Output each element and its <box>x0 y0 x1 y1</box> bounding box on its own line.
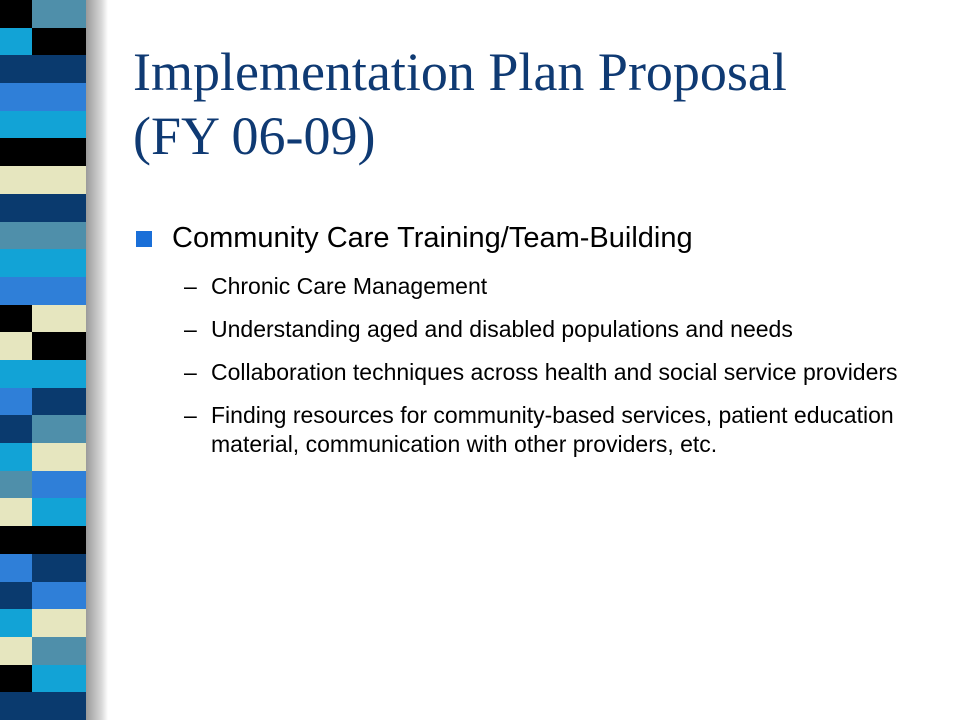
stripe-segment <box>32 332 86 360</box>
stripe-segment <box>0 471 32 499</box>
stripe-segment <box>32 554 86 582</box>
dash-bullet-icon: – <box>184 359 197 385</box>
stripe-segment <box>0 111 32 139</box>
dash-bullet-icon: – <box>184 402 197 428</box>
stripe-segment <box>0 55 32 83</box>
stripe-segment <box>32 166 86 194</box>
stripe-segment <box>0 443 32 471</box>
stripe-segment <box>0 498 32 526</box>
sub-bullet-text: Chronic Care Management <box>211 273 488 299</box>
slide-title <box>133 40 933 168</box>
sub-bullet-text: Finding resources for community-based services, patient education material, communication with other providers, etc. <box>211 402 894 457</box>
stripe-segment <box>0 28 32 56</box>
main-bullet-text: Community Care Training/Team-Building <box>172 222 693 254</box>
stripe-segment <box>0 222 32 250</box>
title-line-1: Implementation Plan Proposal <box>133 42 787 102</box>
title-line-2: (FY 06-09) <box>133 106 376 166</box>
stripe-segment <box>0 277 32 305</box>
stripe-segment <box>32 28 86 56</box>
sub-bullet <box>136 401 936 459</box>
stripe-segment <box>32 305 86 333</box>
decorative-stripe-bar <box>0 0 112 720</box>
stripe-segment <box>32 388 86 416</box>
dash-bullet-icon: – <box>184 273 197 299</box>
stripe-segment <box>32 692 86 720</box>
sub-bullet <box>136 315 936 344</box>
stripe-segment <box>32 55 86 83</box>
stripe-segment <box>0 332 32 360</box>
stripe-segment <box>32 665 86 693</box>
stripe-segment <box>32 609 86 637</box>
stripe-segment <box>32 526 86 554</box>
stripe-segment <box>0 194 32 222</box>
stripe-segment <box>0 415 32 443</box>
stripe-segment <box>0 138 32 166</box>
stripe-segment <box>32 582 86 610</box>
main-bullet <box>136 220 936 256</box>
stripe-segment <box>0 692 32 720</box>
stripe-segment <box>0 609 32 637</box>
stripe-segment <box>32 415 86 443</box>
slide-content <box>136 220 936 473</box>
stripe-segment <box>32 83 86 111</box>
sub-bullet <box>136 358 936 387</box>
stripe-column-left <box>0 0 32 720</box>
stripe-segment <box>32 222 86 250</box>
stripe-segment <box>0 637 32 665</box>
stripe-segment <box>0 83 32 111</box>
stripe-segment <box>0 166 32 194</box>
stripe-segment <box>0 582 32 610</box>
stripe-segment <box>0 0 32 28</box>
square-bullet-icon <box>136 231 152 247</box>
stripe-segment <box>32 249 86 277</box>
stripe-shadow <box>86 0 108 720</box>
stripe-segment <box>0 249 32 277</box>
stripe-segment <box>32 637 86 665</box>
stripe-segment <box>0 305 32 333</box>
sub-bullet <box>136 272 936 301</box>
stripe-segment <box>0 388 32 416</box>
stripe-segment <box>32 360 86 388</box>
stripe-segment <box>32 194 86 222</box>
stripe-segment <box>0 554 32 582</box>
stripe-segment <box>32 0 86 28</box>
sub-bullet-text: Understanding aged and disabled populations and needs <box>211 316 793 342</box>
stripe-segment <box>32 277 86 305</box>
stripe-segment <box>32 138 86 166</box>
dash-bullet-icon: – <box>184 316 197 342</box>
stripe-segment <box>0 360 32 388</box>
stripe-segment <box>32 111 86 139</box>
sub-bullet-text: Collaboration techniques across health and social service providers <box>211 359 898 385</box>
stripe-segment <box>0 526 32 554</box>
stripe-column-right <box>32 0 86 720</box>
stripe-segment <box>0 665 32 693</box>
stripe-segment <box>32 498 86 526</box>
stripe-segment <box>32 471 86 499</box>
stripe-segment <box>32 443 86 471</box>
